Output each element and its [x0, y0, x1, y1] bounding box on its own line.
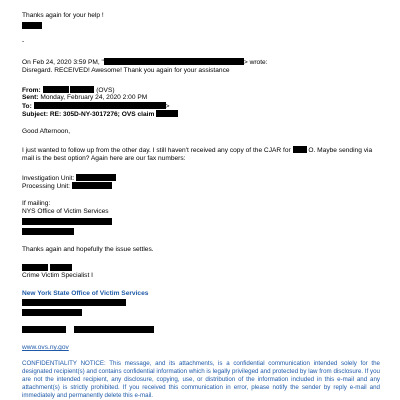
para1-line2: mail is the best option? Again here are our fax numbers:: [22, 155, 186, 162]
org-line: NYS Office of Victim Services: [22, 208, 109, 215]
redacted-contact-line: [22, 326, 154, 335]
redacted-processing-fax: [72, 182, 112, 189]
to-label: To:: [22, 103, 32, 110]
redacted-to: [34, 102, 166, 109]
para1-line1: [22, 146, 372, 155]
para1-a: I just wanted to follow up from the other day. I still haven't received any copy of the CJAR for: [22, 147, 291, 154]
from-label: From:: [22, 87, 41, 94]
quote-header: [22, 58, 268, 67]
subject-line: [22, 110, 178, 119]
redacted-sender: [104, 58, 244, 65]
header-thanks: Thanks again for your help !: [22, 12, 104, 19]
sent-line: [22, 94, 147, 102]
sent-label: Sent:: [22, 94, 39, 101]
to-suffix: >: [165, 103, 170, 110]
from-tag: (OVS): [96, 87, 115, 94]
redacted-sig-address-1: [22, 299, 126, 308]
redacted-address-2: [22, 228, 74, 237]
redacted-from-2: [70, 86, 94, 93]
redacted-sig-address-2: [22, 309, 82, 318]
redacted-sig-1: [22, 264, 48, 271]
sent-value: Monday, February 24, 2020 2:00 PM: [40, 94, 148, 101]
greeting: Good Afternoon,: [22, 128, 71, 135]
quote-prefix: On Feb 24, 2020 3:59 PM, ": [22, 59, 104, 66]
quote-suffix: > wrote:: [243, 59, 268, 66]
processing-line: [22, 182, 112, 191]
redacted-phone: [22, 326, 66, 333]
redacted-investigation-fax: [76, 174, 116, 181]
redacted-address-1: [22, 218, 112, 227]
processing-label: Processing Unit:: [22, 183, 71, 190]
closing: Thanks again and hopefully the issue settles.: [22, 246, 154, 253]
redacted-from-1: [43, 86, 69, 93]
para1-b: O. Maybe sending via: [308, 147, 373, 154]
redacted-name-1: [22, 22, 42, 31]
investigation-label: Investigation Unit:: [22, 175, 75, 182]
confidentiality-notice: CONFIDENTIALITY NOTICE: This message, and its attachments, is a confidential communication intended solely for the designated recipient(s) and contains confidential information which is legally privileged and protected by law from disclosure. If you are not the intended recipient, any disclosure, copying, use, or distribution of the information included in this e-mail and any attachment(s) is strictly prohibited. If you received this communication in error, please notify the sender by reply e-mail and immediately and permanently delete this e-mail.: [22, 360, 380, 399]
signature-org: New York State Office of Victim Services: [22, 290, 149, 297]
if-mailing: If mailing:: [22, 200, 51, 207]
quote-body: Disregard. RECEIVED! Awesome! Thank you again for your assistance: [22, 67, 230, 74]
website-link[interactable]: www.ovs.ny.gov: [22, 344, 69, 351]
redacted-claim: [156, 110, 178, 117]
signature-title: Crime Victim Specialist I: [22, 272, 93, 279]
redacted-sig-2: [50, 264, 72, 271]
separator-dash: -: [22, 38, 25, 45]
redacted-email: [74, 326, 154, 333]
subject-value: RE: 305D-NY-3017276; OVS claim: [49, 111, 155, 118]
subject-label: Subject:: [22, 111, 49, 118]
redacted-cjar: [293, 146, 307, 153]
